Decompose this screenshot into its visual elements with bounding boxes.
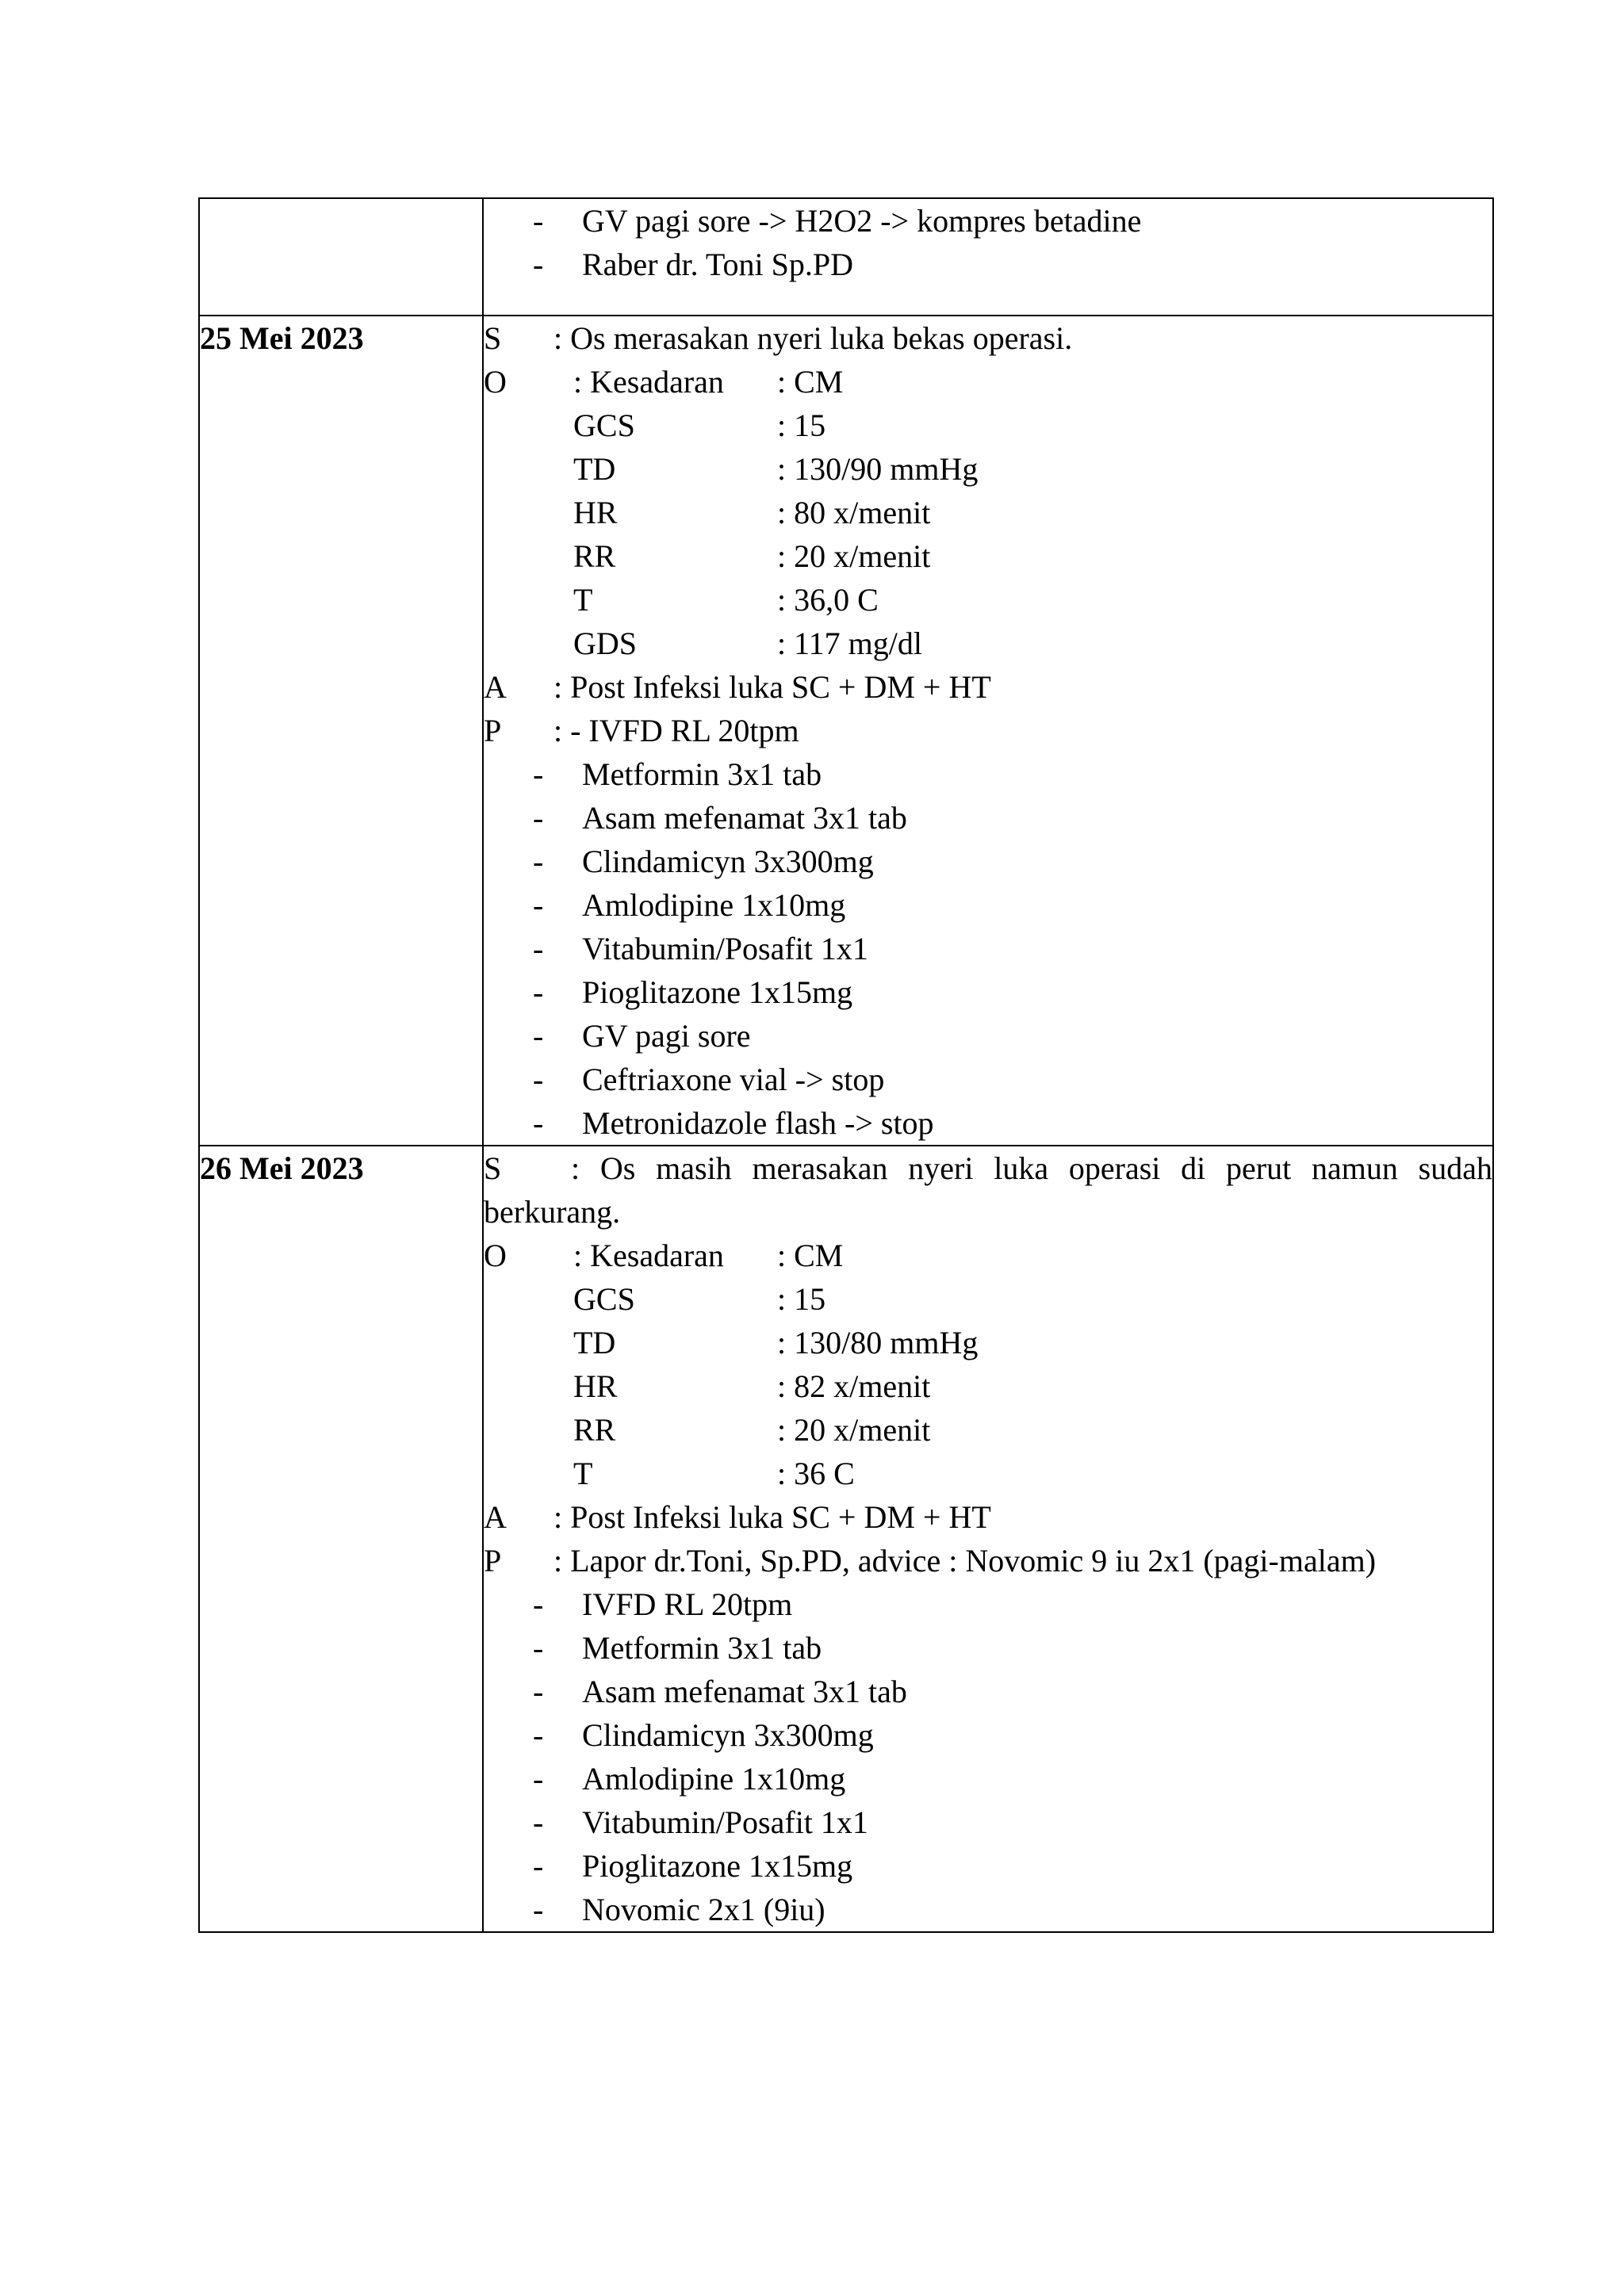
plan-item xyxy=(484,752,1492,796)
objective-field xyxy=(484,404,1492,447)
objective-field-name: HR xyxy=(573,1368,618,1404)
objective-field-value: : 15 xyxy=(777,408,826,443)
plan-item xyxy=(484,1058,1492,1101)
objective-field-value: : 80 x/menit xyxy=(777,495,931,530)
plan-item xyxy=(484,840,1492,883)
objective-field-value: : 36 C xyxy=(777,1456,855,1491)
objective-field-name: T xyxy=(573,582,593,618)
bullet-dash: - xyxy=(533,887,544,923)
objective-field xyxy=(484,1321,1492,1364)
bullet-text: Pioglitazone 1x15mg xyxy=(582,974,853,1010)
bullet-dash: - xyxy=(533,1674,544,1709)
bullet-dash: - xyxy=(533,1105,544,1141)
plan-item xyxy=(484,1844,1492,1888)
date-cell xyxy=(199,198,483,316)
objective-field-value: : 20 x/menit xyxy=(777,538,931,574)
objective-field-value: : 130/80 mmHg xyxy=(777,1325,979,1360)
bullet-text: GV pagi sore xyxy=(582,1018,751,1054)
bullet-text: Clindamicyn 3x300mg xyxy=(582,1717,874,1753)
bullet-dash: - xyxy=(533,800,544,836)
date-cell xyxy=(199,1146,483,1932)
objective-field xyxy=(484,1234,1492,1277)
objective-field-value: : CM xyxy=(777,364,844,400)
plan-item xyxy=(484,883,1492,927)
subjective-text: : Os masih merasakan nyeri luka operasi di perut namun sudah berkurang. xyxy=(484,1150,1492,1230)
objective-field xyxy=(484,1452,1492,1495)
objective-field-value: : 117 mg/dl xyxy=(777,626,922,661)
objective-field xyxy=(484,1277,1492,1321)
notes-cell xyxy=(483,316,1493,1146)
bullet-text: Metformin 3x1 tab xyxy=(582,756,822,792)
objective-field-value: : 15 xyxy=(777,1281,826,1317)
bullet-dash: - xyxy=(533,1062,544,1097)
plan-item xyxy=(484,970,1492,1014)
bullet-text: Metformin 3x1 tab xyxy=(582,1630,822,1666)
plan-item xyxy=(484,1582,1492,1626)
bullet-dash: - xyxy=(533,1717,544,1753)
objective-field-name: GDS xyxy=(573,626,638,661)
bullet-text: Amlodipine 1x10mg xyxy=(582,887,846,923)
notes-cell xyxy=(483,1146,1493,1932)
objective-field xyxy=(484,1408,1492,1452)
plan-item xyxy=(484,1800,1492,1844)
plan-item xyxy=(484,1757,1492,1800)
objective-field xyxy=(484,447,1492,491)
bullet-text: GV pagi sore -> H2O2 -> kompres betadine xyxy=(582,203,1142,239)
objective-field-value: : CM xyxy=(777,1238,844,1273)
bullet-dash: - xyxy=(533,1630,544,1666)
plan-item xyxy=(484,1888,1492,1931)
objective-field-name: : Kesadaran xyxy=(573,364,724,400)
assessment-line xyxy=(484,665,1492,709)
bullet-text: Metronidazole flash -> stop xyxy=(582,1105,934,1141)
bullet-dash: - xyxy=(533,1586,544,1622)
assessment-label: A xyxy=(484,1499,507,1535)
objective-field-name: : Kesadaran xyxy=(573,1238,724,1273)
objective-field xyxy=(484,534,1492,578)
objective-field-name: TD xyxy=(573,451,616,487)
objective-field-name: HR xyxy=(573,495,618,530)
subjective-label: S xyxy=(484,1150,502,1186)
bullet-dash: - xyxy=(533,203,544,239)
objective-field xyxy=(484,491,1492,534)
subjective-label: S xyxy=(484,320,502,356)
objective-label: O xyxy=(484,1238,507,1273)
plan-item xyxy=(484,1014,1492,1058)
plan-label: P xyxy=(484,1543,502,1578)
bullet-dash: - xyxy=(533,1761,544,1797)
entry-date: 26 Mei 2023 xyxy=(200,1150,364,1186)
plan-item xyxy=(484,1626,1492,1670)
bullet-text: Clindamicyn 3x300mg xyxy=(582,844,874,879)
entry-date xyxy=(200,199,482,243)
plan-item xyxy=(484,1670,1492,1713)
bullet-text: Vitabumin/Posafit 1x1 xyxy=(582,1804,868,1840)
objective-field-name: GCS xyxy=(573,408,635,443)
entry-date: 25 Mei 2023 xyxy=(200,320,364,356)
objective-field-name: T xyxy=(573,1456,593,1491)
plan-item xyxy=(484,199,1492,243)
bullet-dash: - xyxy=(533,1892,544,1927)
cell-padding xyxy=(484,286,1492,315)
plan-item xyxy=(484,243,1492,286)
bullet-dash: - xyxy=(533,247,544,282)
plan-text: : - IVFD RL 20tpm xyxy=(553,713,799,748)
bullet-text: Vitabumin/Posafit 1x1 xyxy=(582,931,868,966)
assessment-label: A xyxy=(484,669,507,705)
bullet-dash: - xyxy=(533,844,544,879)
bullet-dash: - xyxy=(533,1804,544,1840)
objective-field-name: RR xyxy=(573,538,616,574)
bullet-text: Pioglitazone 1x15mg xyxy=(582,1848,853,1884)
plan-line xyxy=(484,709,1492,752)
bullet-text: Raber dr. Toni Sp.PD xyxy=(582,247,854,282)
bullet-text: Ceftriaxone vial -> stop xyxy=(582,1062,885,1097)
objective-field-name: RR xyxy=(573,1412,616,1448)
objective-field-name: TD xyxy=(573,1325,616,1360)
bullet-dash: - xyxy=(533,1848,544,1884)
objective-field xyxy=(484,360,1492,404)
bullet-dash: - xyxy=(533,1018,544,1054)
subjective-text: : Os merasakan nyeri luka bekas operasi. xyxy=(553,320,1073,356)
objective-field-value: : 36,0 C xyxy=(777,582,879,618)
assessment-text: : Post Infeksi luka SC + DM + HT xyxy=(553,1499,991,1535)
objective-field xyxy=(484,1364,1492,1408)
objective-field xyxy=(484,622,1492,665)
bullet-text: IVFD RL 20tpm xyxy=(582,1586,793,1622)
assessment-line xyxy=(484,1495,1492,1539)
bullet-dash: - xyxy=(533,756,544,792)
objective-field-value: : 20 x/menit xyxy=(777,1412,931,1448)
soap-table xyxy=(198,197,1494,1933)
soap-table-body xyxy=(199,198,1493,1932)
soap-row xyxy=(199,1146,1493,1932)
objective-field xyxy=(484,578,1492,622)
plan-text: : Lapor dr.Toni, Sp.PD, advice : Novomic 9 iu 2x1 (pagi-malam) xyxy=(553,1543,1377,1578)
bullet-text: Novomic 2x1 (9iu) xyxy=(582,1892,825,1927)
notes-cell xyxy=(483,198,1493,316)
subjective-line xyxy=(484,316,1492,360)
bullet-dash: - xyxy=(533,931,544,966)
objective-field-name: GCS xyxy=(573,1281,635,1317)
subjective-line xyxy=(484,1146,1492,1234)
plan-item xyxy=(484,796,1492,840)
plan-line xyxy=(484,1539,1492,1582)
plan-item xyxy=(484,927,1492,970)
date-cell xyxy=(199,316,483,1146)
bullet-text: Asam mefenamat 3x1 tab xyxy=(582,1674,907,1709)
bullet-text: Asam mefenamat 3x1 tab xyxy=(582,800,907,836)
plan-item xyxy=(484,1101,1492,1145)
plan-item xyxy=(484,1713,1492,1757)
objective-field-value: : 130/90 mmHg xyxy=(777,451,979,487)
plan-label: P xyxy=(484,713,502,748)
soap-row xyxy=(199,316,1493,1146)
soap-row xyxy=(199,198,1493,316)
bullet-dash: - xyxy=(533,974,544,1010)
objective-label: O xyxy=(484,364,507,400)
bullet-text: Amlodipine 1x10mg xyxy=(582,1761,846,1797)
objective-field-value: : 82 x/menit xyxy=(777,1368,931,1404)
assessment-text: : Post Infeksi luka SC + DM + HT xyxy=(553,669,991,705)
